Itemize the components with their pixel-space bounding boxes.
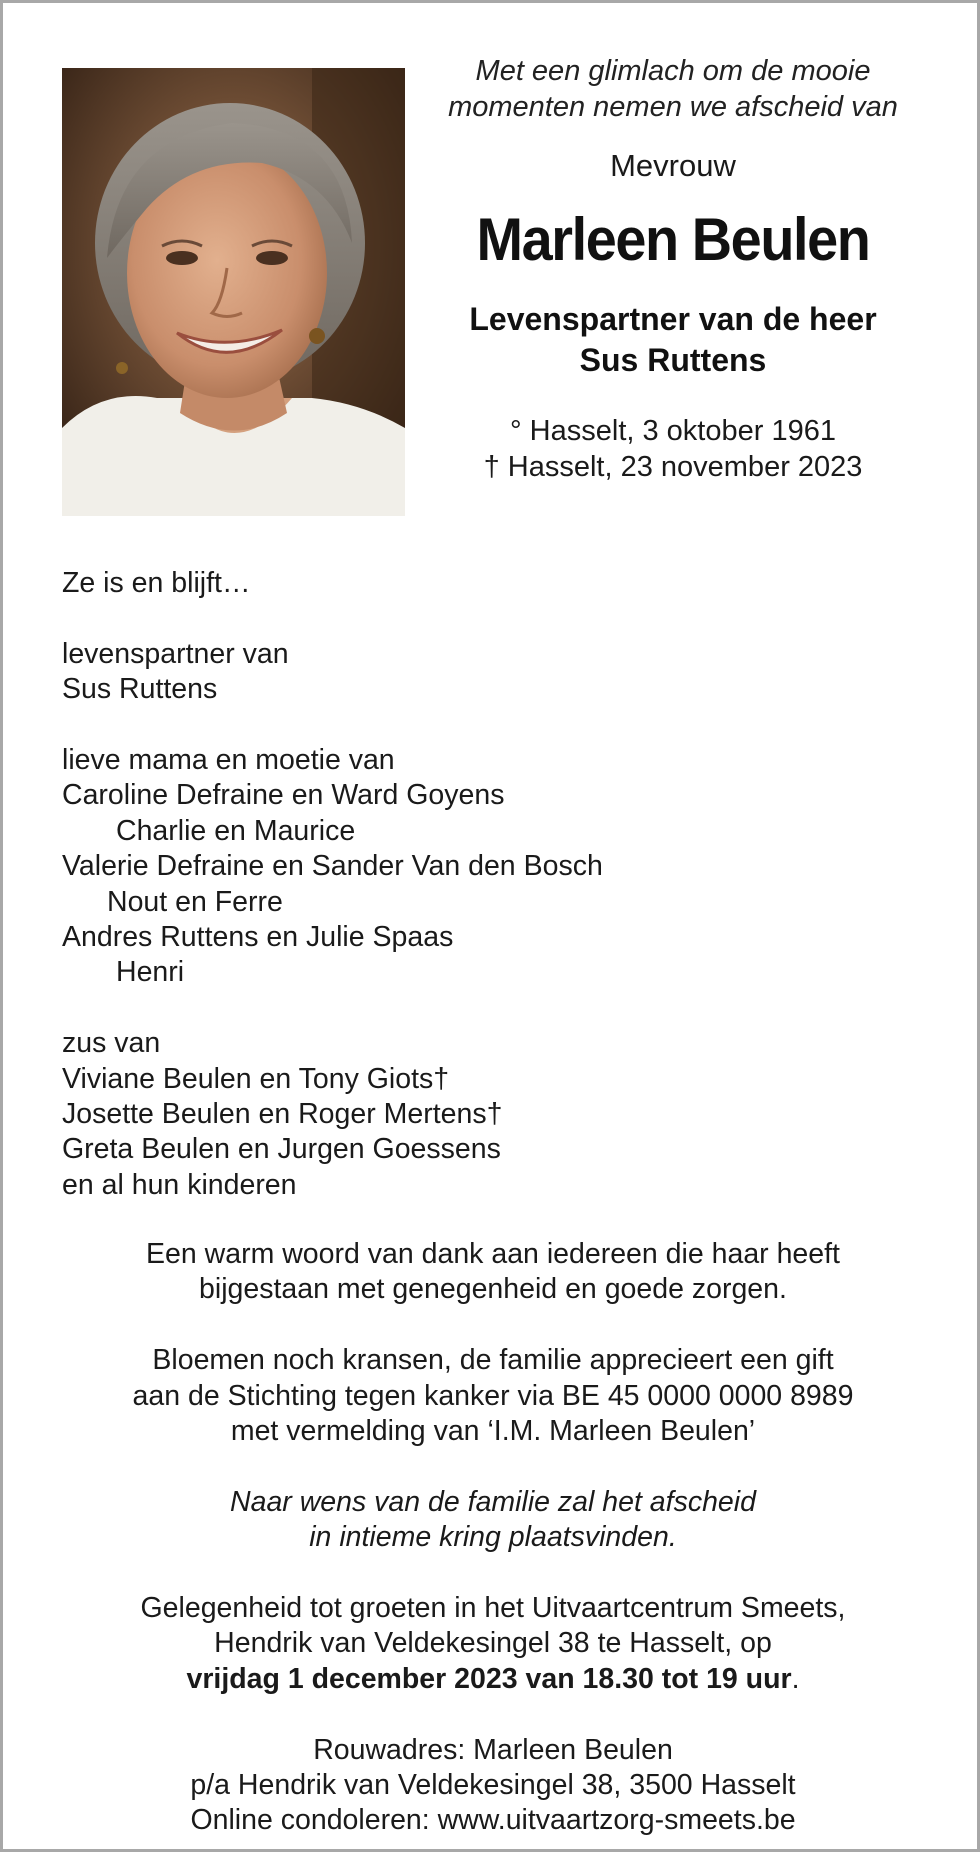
family-section xyxy=(62,566,922,1203)
visit-line-2: Hendrik van Veldekesingel 38 te Hasselt, op xyxy=(214,1627,772,1660)
spacer xyxy=(43,1697,943,1732)
partner-label: levenspartner van xyxy=(62,637,289,670)
child-entry: Valerie Defraine en Sander Van den Bosch xyxy=(62,850,603,883)
partner-heading xyxy=(423,299,923,381)
portrait-photo xyxy=(62,68,405,516)
flowers-line-1: Bloemen noch kransen, de familie apprecieert een gift xyxy=(152,1344,834,1377)
grandchildren-entry: Charlie en Maurice xyxy=(116,814,356,847)
child-entry: Caroline Defraine en Ward Goyens xyxy=(62,779,505,812)
visit-line-3 xyxy=(43,1662,943,1697)
sibling-entry: Josette Beulen en Roger Mertens† xyxy=(62,1098,503,1131)
spacer xyxy=(43,1556,943,1591)
deceased-name: Marleen Beulen xyxy=(476,206,870,273)
sibling-entry: Greta Beulen en Jurgen Goessens xyxy=(62,1133,501,1166)
visit-date: vrijdag 1 december 2023 van 18.30 tot 19 uur xyxy=(186,1662,792,1695)
partner-line-2: Sus Ruttens xyxy=(579,342,767,378)
intro-line-2: momenten nemen we afscheid van xyxy=(448,91,898,123)
flowers-line-3: met vermelding van ‘I.M. Marleen Beulen’ xyxy=(230,1415,756,1448)
spacer xyxy=(43,1449,943,1484)
thanks-line-1: Een warm woord van dank aan iedereen die haar heeft xyxy=(146,1238,840,1270)
flowers-line-2: aan de Stichting tegen kanker via BE 45 0000 0000 8989 xyxy=(132,1379,854,1412)
portrait-illustration xyxy=(62,68,405,516)
sibling-entry: Viviane Beulen en Tony Giots† xyxy=(62,1062,450,1095)
spacer xyxy=(62,991,922,1026)
footer-section xyxy=(43,1237,943,1839)
condolence-link[interactable]: Online condoleren: www.uitvaartzorg-smeets.be xyxy=(190,1804,796,1837)
child-entry: Andres Ruttens en Julie Spaas xyxy=(62,921,454,954)
address-line-1: Rouwadres: Marleen Beulen xyxy=(313,1733,673,1766)
header-block xyxy=(423,53,923,485)
spacer xyxy=(62,601,922,636)
visit-period: . xyxy=(791,1662,800,1695)
birth-date: ° Hasselt, 3 oktober 1961 xyxy=(510,415,836,447)
title-prefix: Mevrouw xyxy=(610,148,736,183)
spacer xyxy=(62,708,922,743)
partner-name: Sus Ruttens xyxy=(62,673,218,706)
address-line-2: p/a Hendrik van Veldekesingel 38, 3500 Hasselt xyxy=(190,1769,796,1802)
children-label: lieve mama en moetie van xyxy=(62,744,395,776)
siblings-label: zus van xyxy=(62,1027,161,1060)
partner-line-1: Levenspartner van de heer xyxy=(469,301,877,337)
grandchildren-entry: Nout en Ferre xyxy=(107,885,283,918)
intro-text xyxy=(423,53,923,125)
wish-line-1: Naar wens van de familie zal het afscheid xyxy=(230,1485,756,1518)
life-dates xyxy=(423,413,923,485)
sibling-entry: en al hun kinderen xyxy=(62,1168,297,1201)
spacer xyxy=(43,1308,943,1343)
thanks-line-2: bijgestaan met genegenheid en goede zorgen. xyxy=(199,1273,787,1306)
wish-line-2: in intieme kring plaatsvinden. xyxy=(309,1521,677,1554)
opening-line: Ze is en blijft… xyxy=(62,567,251,599)
visit-line-1: Gelegenheid tot groeten in het Uitvaartcentrum Smeets, xyxy=(140,1592,846,1625)
death-date: † Hasselt, 23 november 2023 xyxy=(483,451,863,483)
grandchildren-entry: Henri xyxy=(116,956,185,989)
intro-line-1: Met een glimlach om de mooie xyxy=(475,55,871,87)
